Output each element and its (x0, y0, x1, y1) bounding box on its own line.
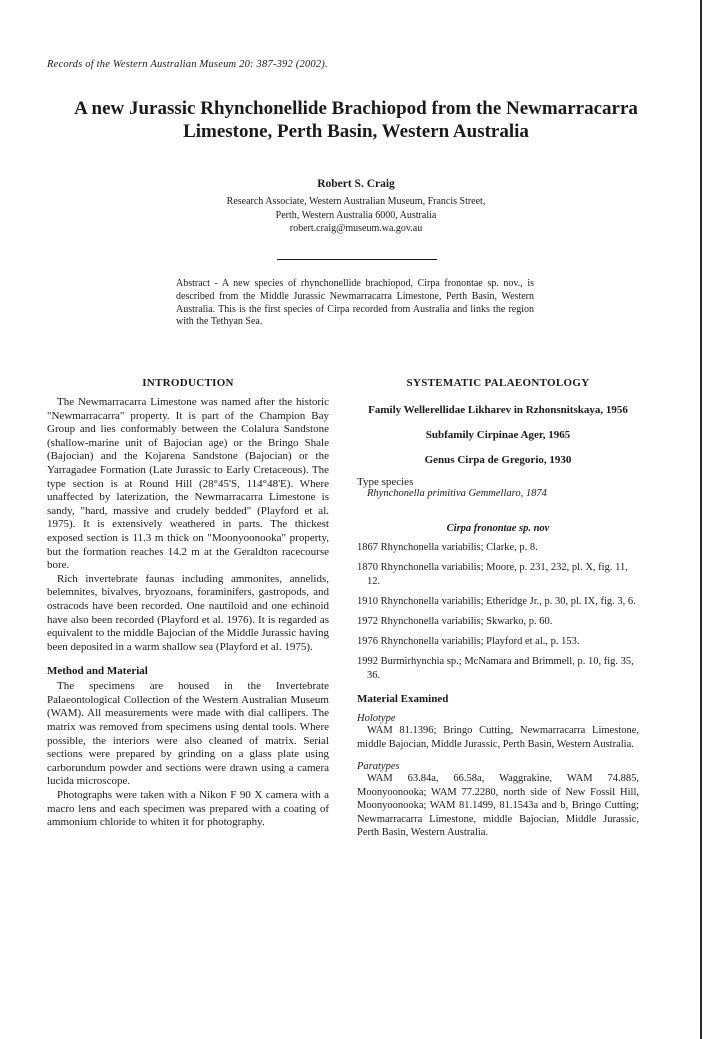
species-heading: Cirpa fronontae sp. nov (446, 523, 550, 534)
title-line-1: A new Jurassic Rhynchonellide Brachiopod from the Newmarracarra (74, 98, 638, 119)
abstract: Abstract - A new species of rhynchonellide brachiopod, Cirpa fronontae sp. nov., is described from the Middle Jurassic Newmarracarra Limestone, Perth Basin, Western Australia. This is the first species of Cirpa recorded from Australia and links the region with the Tethyan Sea. (176, 278, 534, 328)
systematic-heading: SYSTEMATIC PALAEONTOLOGY (406, 377, 590, 389)
introduction-paragraph: Rich invertebrate faunas including ammonites, annelids, belemnites, bivalves, bryozoans, foraminifers, gastropods, and ostracods have been recorded. One nautiloid and one echinoid have also been recorded (Playford et al. 1976). It is regarded as equivalent to the middle Bajocian of the Middle Jurassic having been deposited in a warm shallow sea (Playford et al. 1975). (47, 572, 329, 653)
author-email: robert.craig@museum.wa.gov.au (289, 223, 423, 234)
method-heading: Method and Material (47, 665, 148, 678)
right-column (357, 377, 639, 840)
synonymy-entry: 1972 Rhynchonella variabilis; Skwarko, p. 60. (357, 616, 553, 627)
title-line-2: Limestone, Perth Basin, Western Australia (183, 121, 529, 142)
author-affiliation (40, 195, 672, 236)
method-paragraph: Photographs were taken with a Nikon F 90 X camera with a macro lens and each specimen was prepared with a coating of ammonium chloride to whiten it for photography. (47, 789, 329, 829)
family-heading: Family Wellerellidae Likharev in Rzhonsnitskaya, 1956 (368, 404, 628, 416)
type-species: Rhynchonella primitiva Gemmellaro, 1874 (367, 488, 547, 499)
introduction-heading: INTRODUCTION (142, 377, 234, 389)
holotype-label: Holotype (357, 713, 396, 724)
paratypes-label: Paratypes (357, 761, 400, 772)
affiliation-line: Research Associate, Western Australian Museum, Francis Street, (226, 196, 486, 207)
author-name: Robert S. Craig (317, 178, 395, 190)
synonymy-entry: 1910 Rhynchonella variabilis; Etheridge Jr., p. 30, pl. IX, fig. 3, 6. (357, 596, 636, 607)
subfamily-heading: Subfamily Cirpinae Ager, 1965 (425, 429, 571, 441)
synonymy-entry: 1976 Rhynchonella variabilis; Playford et al., p. 153. (357, 636, 580, 647)
paper-title (40, 97, 672, 143)
type-species-label: Type species (357, 476, 414, 488)
page-edge (700, 0, 702, 1039)
synonymy-entry: 1992 Burmirhynchia sp.; McNamara and Brimmell, p. 10, fig. 35, 36. (357, 656, 634, 681)
left-column (47, 377, 329, 830)
introduction-paragraph: The Newmarracarra Limestone was named after the historic "Newmarracarra" property. It is part of the Champion Bay Group and lies conformably between the Colalura Sandstone (shallow-marine unit of Bajocian age) or the Bringo Shale (Bajocian) and the Kojarena Sandstone (Bajocian) or the Yarragadee Formation (Late Jurassic to Early Cretaceous). The type section is at Round Hill (28°45'S, 114°48'E). Where unaffected by laterization, the Newmarracarra Limestone is sandy, "hard, massive and crudely bedded" (Playford et al. 1975). It is extensively weathered in parts. The thickest exposed section is 11.3 m thick on "Moonyoonooka" property, but the formation reaches 14.2 m at the Geraldton racecourse bore. (47, 396, 329, 572)
running-head: Records of the Western Australian Museum 20: 387-392 (2002). (47, 59, 328, 70)
genus-heading: Genus Cirpa de Gregorio, 1930 (424, 454, 572, 466)
synonymy-entry: 1870 Rhynchonella variabilis; Moore, p. 231, 232, pl. X, fig. 11, 12. (357, 562, 628, 587)
affiliation-line: Perth, Western Australia 6000, Australia (275, 209, 437, 221)
synonymy-entry: 1867 Rhynchonella variabilis; Clarke, p. 8. (357, 542, 538, 553)
section-divider (277, 259, 437, 260)
paratypes-text: WAM 63.84a, 66.58a, Waggrakine, WAM 74.885, Moonyoonooka; WAM 77.2280, north side of New Fossil Hill, Moonyoonooka; WAM 81.1499, 81.1543a and b, Bringo Cutting; Newmarracarra Limestone, middle Bajocian, Middle Jurassic, Perth Basin, Western Australia. (357, 773, 639, 838)
material-heading: Material Examined (357, 693, 449, 705)
method-paragraph: The specimens are housed in the Invertebrate Palaeontological Collection of the Western Australian Museum (WAM). All measurements were made with dial callipers. The matrix was removed from specimens using dental tools. Where possible, the interiors were also cleaned of matrix. Serial sections were prepared by grinding on a glass plate using carborundum powder and sections were drawn using a camera lucida microscope. (47, 680, 329, 788)
holotype-text: WAM 81.1396; Bringo Cutting, Newmarracarra Limestone, middle Bajocian, Middle Jurassic, Perth Basin, Western Australia. (357, 725, 639, 750)
